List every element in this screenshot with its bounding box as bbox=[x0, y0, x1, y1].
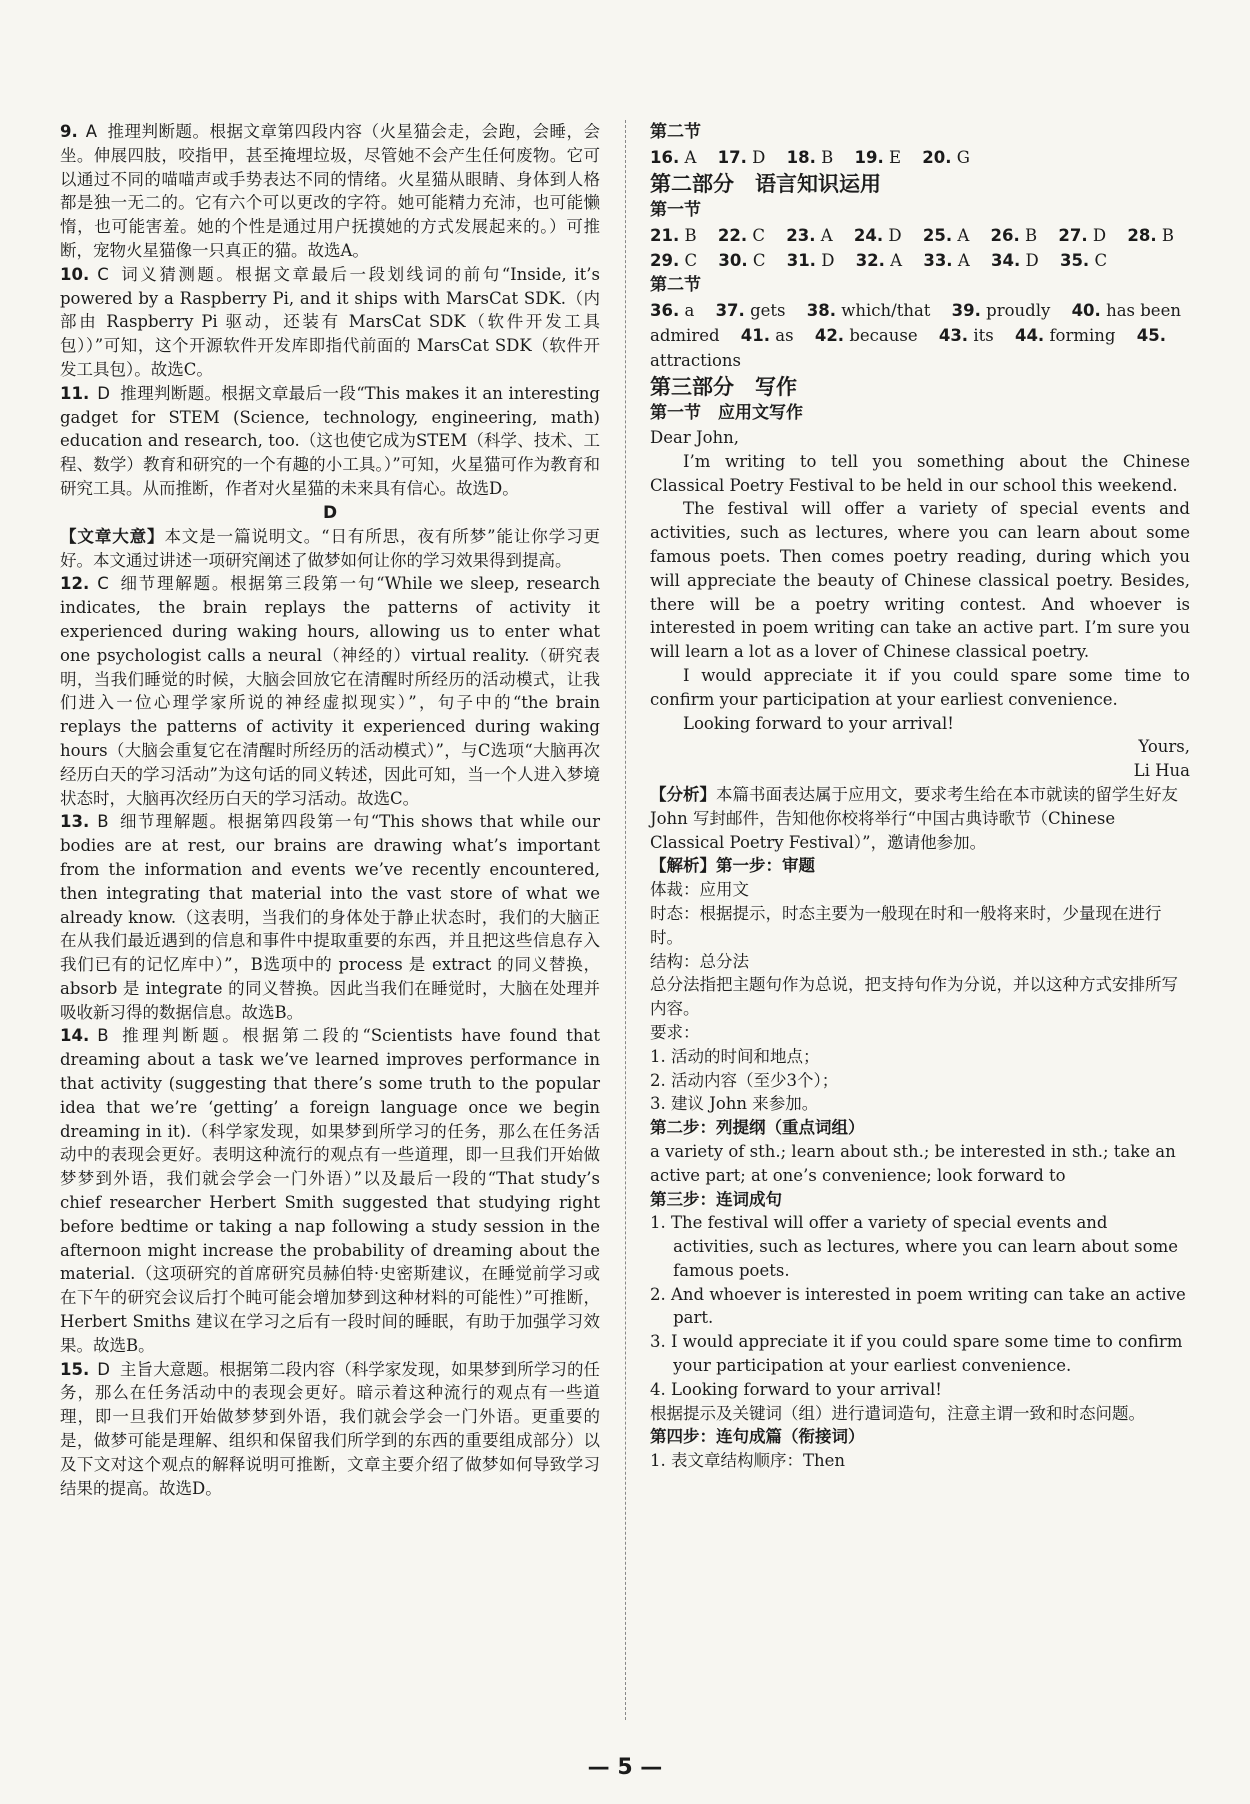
letter-signature: Li Hua bbox=[1133, 761, 1190, 781]
answer-32: 32. A bbox=[855, 251, 903, 270]
requirement-2: 2. 活动内容（至少3个）； bbox=[650, 1070, 839, 1090]
answer-22: 22. C bbox=[717, 226, 765, 245]
solution-step1: 【解析】第一步：审题 bbox=[650, 856, 815, 876]
part2-title: 第二部分 语言知识运用 bbox=[650, 172, 881, 196]
q9-explanation: 9. A 推理判断题。根据文章第四段内容（火星猫会走，会跑，会睡，会坐。伸展四肢，咬指甲，甚至掩埋垃圾，尽管她不会产生任何废物。它可以通过不同的喵喵声或手势表达不同的情绪。火星猫从眼睛、身体到人格都是独一无二的。它有六个可以更改的字符。她可能精力充沛，也可能懒惰，也可能害羞。她的个性是通过用户抚摸她的方式发展起来的。）可推断，宠物火星猫像一只真正的猫。故选A。 bbox=[60, 122, 600, 260]
sentence-note: 根据提示及关键词（组）进行遣词造句，注意主谓一致和时态问题。 bbox=[650, 1403, 1145, 1423]
tense: 时态：根据提示，时态主要为一般现在时和一般将来时，少量现在进行时。 bbox=[650, 903, 1162, 947]
solution-step3: 第三步：连词成句 bbox=[650, 1189, 782, 1209]
answer-27: 27. D bbox=[1058, 226, 1107, 245]
q10-explanation: 10. C 词义猜测题。根据文章最后一段划线词的前句“Inside, it’s powered by a Raspberry Pi, and it ships with MarsCat SDK.（内部由 Raspberry Pi 驱动，还装有 MarsCat SDK（软件开发工具包））”可知，这个开源软件开发库即指代前面的 MarsCat SDK（软件开发工具包）。故选C。 bbox=[60, 264, 600, 379]
requirements-title: 要求： bbox=[650, 1022, 700, 1042]
q14-explanation: 14. B 推理判断题。根据第二段的“Scientists have found that dreaming about a task we’ve learned improves performance in that activity (suggesting that there’s some truth to the popular idea that we’re ‘getting’ a foreign language once we begin dreaming in it).（科学家发现，如果梦到所学习的任务，那么在任务活动中的表现会更好。表明这种流行的观点有一些道理，即一旦我们开始做梦梦到外语，我们就会学会一门外语）”以及最后一段的“That study’s chief researcher Herbert Smith suggested that studying right before bedtime or taking a nap following a study session in the afternoon might increase the probability of dreaming about the material.（这项研究的首席研究员赫伯特·史密斯建议，在睡觉前学习或在下午的研究会议后打个盹可能会增加梦到这种材料的可能性）”可推断，Herbert Smiths 建议在学习之后有一段时间的睡眠，有助于加强学习效果。故选B。 bbox=[60, 1026, 600, 1355]
answer-page bbox=[60, 120, 1190, 1740]
part2-section2-title: 第二节 bbox=[650, 275, 701, 295]
answer-31: 31. D bbox=[786, 251, 835, 270]
answer-43: 43. its bbox=[938, 326, 994, 345]
part3-title: 第三部分 写作 bbox=[650, 375, 797, 399]
solution-step2: 第二步：列提纲（重点词组） bbox=[650, 1118, 865, 1138]
page-number: — 5 — bbox=[587, 1755, 663, 1780]
answer-24: 24. D bbox=[853, 226, 902, 245]
answer-16: 16. A bbox=[650, 148, 697, 167]
sentence-1: 1. The festival will offer a variety of special events and activities, such as lectures, where you can learn about some famous poets. bbox=[650, 1213, 1178, 1280]
letter-paragraph-2: The festival will offer a variety of special events and activities, such as lectures, where you can learn about some famous poets. Then comes poetry reading, during which you will appreciate the beauty of Chinese classical poetry. Besides, there will be a poetry writing contest. And whoever is interested in poem writing can take an active part. I’m sure you will learn a lot as a lover of Chinese classical poetry. bbox=[650, 499, 1190, 662]
sentence-4: 4. Looking forward to your arrival! bbox=[650, 1379, 942, 1399]
letter-paragraph-3: I would appreciate it if you could spare some time to confirm your participation at your earliest convenience. bbox=[650, 665, 1190, 709]
answer-18: 18. B bbox=[786, 148, 834, 167]
answer-29: 29. C bbox=[650, 251, 698, 270]
right-column bbox=[650, 120, 1190, 1473]
answer-36: 36. a bbox=[650, 301, 695, 320]
analysis-text: 【分析】本篇书面表达属于应用文，要求考生给在本市就读的留学生好友 John 写封邮件，告知他你校将举行“中国古典诗歌节（Chinese Classical Poetry Festival）”，邀请他参加。 bbox=[650, 784, 1178, 852]
answer-39: 39. proudly bbox=[951, 301, 1051, 320]
answer-26: 26. B bbox=[990, 226, 1038, 245]
answer-45: 45. attractions bbox=[650, 326, 1166, 370]
reading-section2-title: 第二节 bbox=[650, 122, 701, 142]
answer-row-21-28 bbox=[650, 223, 1190, 248]
answer-30: 30. C bbox=[718, 251, 766, 270]
passage-d-summary: 【文章大意】本文是一篇说明文。“日有所思，夜有所梦”能让你学习更好。本文通过讲述一项研究阐述了做梦如何让你的学习效果得到提高。 bbox=[60, 526, 601, 570]
answer-38: 38. which/that bbox=[806, 301, 931, 320]
solution-step4: 第四步：连句成篇（衔接词） bbox=[650, 1427, 865, 1447]
sentence-2: 2. And whoever is interested in poem writing can take an active part. bbox=[650, 1284, 1186, 1328]
part2-section1-title: 第一节 bbox=[650, 200, 701, 220]
answer-33: 33. A bbox=[923, 251, 970, 270]
answer-21: 21. B bbox=[650, 226, 697, 245]
answer-25: 25. A bbox=[922, 226, 970, 245]
passage-d-heading: D bbox=[322, 502, 338, 523]
answer-42: 42. because bbox=[814, 326, 918, 345]
requirement-1: 1. 活动的时间和地点； bbox=[650, 1046, 820, 1066]
part3-section1-title: 第一节 应用文写作 bbox=[650, 403, 803, 423]
structure: 结构：总分法 bbox=[650, 951, 749, 971]
letter-paragraph-4: Looking forward to your arrival! bbox=[683, 713, 954, 733]
model-letter bbox=[650, 426, 1190, 783]
q12-explanation: 12. C 细节理解题。根据第三段第一句“While we sleep, research indicates, the brain replays the patterns of activity it experienced during waking hours, allowing us to enter what one psychologist calls a neural（神经的）virtual reality.（研究表明，当我们睡觉的时候，大脑会回放它在清醒时所经历的活动模式，让我们进入一位心理学家所说的神经虚拟现实）”，句子中的“the brain replays the patterns of activity it experienced during waking hours（大脑会重复它在清醒时所经历的活动模式）”，与C选项“大脑再次经历白天的学习活动”为这句话的同义转述，因此可知，当一个人进入梦境状态时，大脑再次经历白天的学习活动。故选C。 bbox=[60, 574, 600, 808]
genre: 体裁：应用文 bbox=[650, 880, 749, 900]
answer-34: 34. D bbox=[991, 251, 1039, 270]
answer-23: 23. A bbox=[786, 226, 833, 245]
letter-closing: Yours, bbox=[1138, 737, 1190, 757]
q13-explanation: 13. B 细节理解题。根据第四段第一句“This shows that while our bodies are at rest, our brains are drawing what’s important from the information and events we’ve recently encountered, then integrating that material into the vast store of what we already know.（这表明，当我们的身体处于静止状态时，我们的大脑正在从我们最近遇到的信息和事件中提取重要的东西，并且把这些信息存入我们已有的记忆库中）”，B选项中的 process 是 extract 的同义替换，absorb 是 integrate 的同义替换。因此当我们在睡觉时，大脑在处理并吸收新习得的数据信息。故选B。 bbox=[60, 812, 600, 1022]
writing-analysis bbox=[650, 783, 1190, 1473]
answer-19: 19. E bbox=[854, 148, 902, 167]
q15-explanation-start: 15. D 主旨大意题。根据第二段内容（科学家发现，如果梦到所学习的任务，那么在任务活动中的表现会更好。暗示着这种流行的观点有一些道理，即一旦我们开始做梦梦到外语，我们就会学会一门外语。更重要的是，做梦可能是理解、组织和保留我们所学到的东西的重要组成部分）以及下文对这个观点的解释说明可推断，文章主要介绍了做梦如何导致学习结果的提高。故选D。 bbox=[60, 1359, 600, 1498]
answer-row-29-35 bbox=[650, 248, 1190, 273]
column-divider bbox=[625, 120, 626, 1720]
connector-1: 1. 表文章结构顺序：Then bbox=[650, 1451, 846, 1471]
letter-paragraph-1: I’m writing to tell you something about the Chinese Classical Poetry Festival to be held in our school this weekend. bbox=[650, 451, 1190, 495]
structure-desc: 总分法指把主题句作为总说，把支持句作为分说，并以这种方式安排所写内容。 bbox=[650, 975, 1178, 1019]
left-column bbox=[60, 120, 600, 1500]
answer-40: 40. has been admired bbox=[650, 301, 1181, 345]
answer-28: 28. B bbox=[1127, 226, 1174, 245]
sentence-3: 3. I would appreciate it if you could spare some time to confirm your participation at your earliest convenience. bbox=[650, 1332, 1183, 1376]
answer-44: 44. forming bbox=[1014, 326, 1116, 345]
answer-row-36-45 bbox=[650, 298, 1190, 373]
letter-greeting: Dear John, bbox=[650, 428, 740, 447]
answer-41: 41. as bbox=[740, 326, 794, 345]
answer-37: 37. gets bbox=[715, 301, 786, 320]
answer-35: 35. C bbox=[1059, 251, 1108, 270]
requirement-3: 3. 建议 John 来参加。 bbox=[650, 1094, 819, 1114]
answer-17: 17. D bbox=[717, 148, 766, 167]
key-phrases: a variety of sth.; learn about sth.; be interested in sth.; take an active part; at one’s convenience; look forward to bbox=[650, 1141, 1176, 1185]
q11-explanation: 11. D 推理判断题。根据文章最后一段“This makes it an interesting gadget for STEM (Science, technology, engineering, math) education and research, too.（这也使它成为STEM（科学、技术、工程、数学）教育和研究的一个有趣的小工具。）”可知，火星猫可作为教育和研究工具。从而推断，作者对火星猫的未来具有信心。故选D。 bbox=[60, 383, 600, 498]
answer-row-16-20 bbox=[650, 145, 1190, 170]
answer-20: 20. G bbox=[922, 148, 970, 167]
